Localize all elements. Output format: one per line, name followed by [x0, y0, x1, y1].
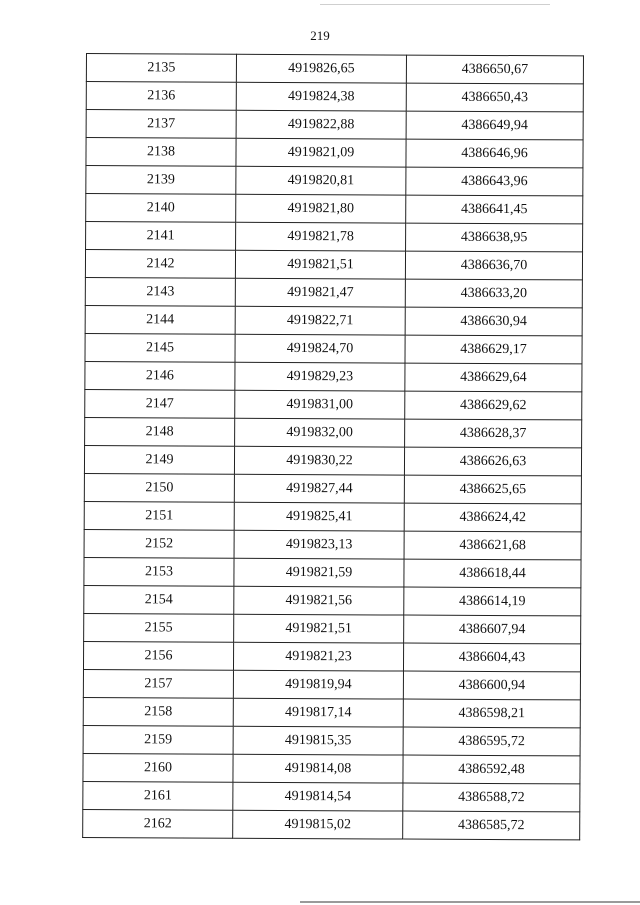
x-coordinate-cell: 4919829,23	[235, 362, 405, 391]
table-row	[85, 250, 582, 280]
x-coordinate-cell: 4919824,70	[235, 334, 405, 363]
y-coordinate-cell: 4386588,72	[403, 783, 580, 812]
y-coordinate-cell: 4386638,95	[406, 223, 583, 252]
y-coordinate-cell: 4386598,21	[403, 699, 580, 728]
table-row	[84, 529, 581, 559]
x-coordinate-cell: 4919822,88	[236, 110, 406, 139]
table-row	[84, 585, 581, 615]
y-coordinate-cell: 4386628,37	[405, 419, 582, 448]
table-row	[85, 361, 582, 391]
point-number-cell: 2158	[83, 697, 233, 726]
coordinates-table	[82, 53, 584, 840]
table-row	[85, 305, 582, 335]
x-coordinate-cell: 4919825,41	[234, 502, 404, 531]
y-coordinate-cell: 4386650,43	[406, 83, 583, 112]
y-coordinate-cell: 4386649,94	[406, 111, 583, 140]
table-row	[85, 389, 582, 419]
x-coordinate-cell: 4919821,51	[234, 614, 404, 643]
y-coordinate-cell: 4386630,94	[405, 307, 582, 336]
table-row	[83, 641, 580, 671]
x-coordinate-cell: 4919821,59	[234, 558, 404, 587]
table-row	[84, 557, 581, 587]
table-row	[86, 166, 583, 196]
table-row	[86, 222, 583, 252]
point-number-cell: 2136	[86, 82, 236, 111]
point-number-cell: 2152	[84, 529, 234, 558]
point-number-cell: 2151	[84, 501, 234, 530]
point-number-cell: 2137	[86, 110, 236, 139]
x-coordinate-cell: 4919821,56	[234, 586, 404, 615]
table-row	[86, 82, 583, 112]
point-number-cell: 2135	[86, 54, 236, 83]
point-number-cell: 2159	[83, 725, 233, 754]
x-coordinate-cell: 4919815,35	[233, 726, 403, 755]
x-coordinate-cell: 4919827,44	[234, 474, 404, 503]
x-coordinate-cell: 4919814,54	[233, 782, 403, 811]
point-number-cell: 2142	[85, 250, 235, 279]
table-row	[85, 333, 582, 363]
y-coordinate-cell: 4386585,72	[403, 811, 580, 840]
table-row	[83, 697, 580, 727]
y-coordinate-cell: 4386625,65	[404, 475, 581, 504]
point-number-cell: 2148	[85, 417, 235, 446]
y-coordinate-cell: 4386636,70	[405, 251, 582, 280]
table-row	[83, 809, 580, 839]
point-number-cell: 2155	[84, 613, 234, 642]
x-coordinate-cell: 4919815,02	[233, 810, 403, 839]
coordinates-table-body	[83, 54, 584, 840]
table-row	[84, 445, 581, 475]
x-coordinate-cell: 4919822,71	[235, 306, 405, 335]
table-row	[86, 138, 583, 168]
x-coordinate-cell: 4919821,80	[236, 194, 406, 223]
table-row	[83, 753, 580, 783]
y-coordinate-cell: 4386621,68	[404, 531, 581, 560]
x-coordinate-cell: 4919819,94	[233, 670, 403, 699]
point-number-cell: 2160	[83, 753, 233, 782]
point-number-cell: 2154	[84, 585, 234, 614]
scan-edge-bottom	[300, 901, 640, 903]
y-coordinate-cell: 4386595,72	[403, 727, 580, 756]
table-row	[86, 54, 583, 84]
y-coordinate-cell: 4386629,64	[405, 363, 582, 392]
table-row	[86, 194, 583, 224]
x-coordinate-cell: 4919824,38	[236, 82, 406, 111]
scan-edge-top	[320, 4, 550, 5]
x-coordinate-cell: 4919820,81	[236, 166, 406, 195]
y-coordinate-cell: 4386592,48	[403, 755, 580, 784]
y-coordinate-cell: 4386629,17	[405, 335, 582, 364]
point-number-cell: 2144	[85, 305, 235, 334]
y-coordinate-cell: 4386633,20	[405, 279, 582, 308]
point-number-cell: 2139	[86, 166, 236, 195]
table-row	[83, 669, 580, 699]
y-coordinate-cell: 4386618,44	[404, 559, 581, 588]
point-number-cell: 2149	[84, 445, 234, 474]
x-coordinate-cell: 4919821,51	[235, 250, 405, 279]
x-coordinate-cell: 4919821,47	[235, 278, 405, 307]
point-number-cell: 2150	[84, 473, 234, 502]
table-row	[83, 725, 580, 755]
y-coordinate-cell: 4386607,94	[404, 615, 581, 644]
point-number-cell: 2145	[85, 333, 235, 362]
point-number-cell: 2156	[83, 641, 233, 670]
table-row	[83, 781, 580, 811]
table-row	[84, 613, 581, 643]
x-coordinate-cell: 4919832,00	[235, 418, 405, 447]
x-coordinate-cell: 4919823,13	[234, 530, 404, 559]
x-coordinate-cell: 4919817,14	[233, 698, 403, 727]
y-coordinate-cell: 4386650,67	[406, 55, 583, 84]
table-row	[84, 501, 581, 531]
y-coordinate-cell: 4386643,96	[406, 167, 583, 196]
y-coordinate-cell: 4386626,63	[404, 447, 581, 476]
point-number-cell: 2157	[83, 669, 233, 698]
x-coordinate-cell: 4919826,65	[236, 54, 406, 83]
point-number-cell: 2138	[86, 138, 236, 167]
page-number: 219	[310, 28, 330, 43]
table-row	[84, 473, 581, 503]
point-number-cell: 2161	[83, 781, 233, 810]
x-coordinate-cell: 4919831,00	[235, 390, 405, 419]
y-coordinate-cell: 4386629,62	[405, 391, 582, 420]
x-coordinate-cell: 4919821,78	[236, 222, 406, 251]
x-coordinate-cell: 4919830,22	[234, 446, 404, 475]
y-coordinate-cell: 4386646,96	[406, 139, 583, 168]
point-number-cell: 2146	[85, 361, 235, 390]
x-coordinate-cell: 4919814,08	[233, 754, 403, 783]
y-coordinate-cell: 4386614,19	[404, 587, 581, 616]
y-coordinate-cell: 4386604,43	[403, 643, 580, 672]
table-row	[85, 417, 582, 447]
point-number-cell: 2153	[84, 557, 234, 586]
y-coordinate-cell: 4386641,45	[406, 195, 583, 224]
x-coordinate-cell: 4919821,23	[233, 642, 403, 671]
point-number-cell: 2140	[86, 194, 236, 223]
point-number-cell: 2147	[85, 389, 235, 418]
point-number-cell: 2141	[86, 222, 236, 251]
point-number-cell: 2162	[83, 809, 233, 838]
table-row	[85, 277, 582, 307]
table-row	[86, 110, 583, 140]
y-coordinate-cell: 4386624,42	[404, 503, 581, 532]
x-coordinate-cell: 4919821,09	[236, 138, 406, 167]
point-number-cell: 2143	[85, 277, 235, 306]
y-coordinate-cell: 4386600,94	[403, 671, 580, 700]
